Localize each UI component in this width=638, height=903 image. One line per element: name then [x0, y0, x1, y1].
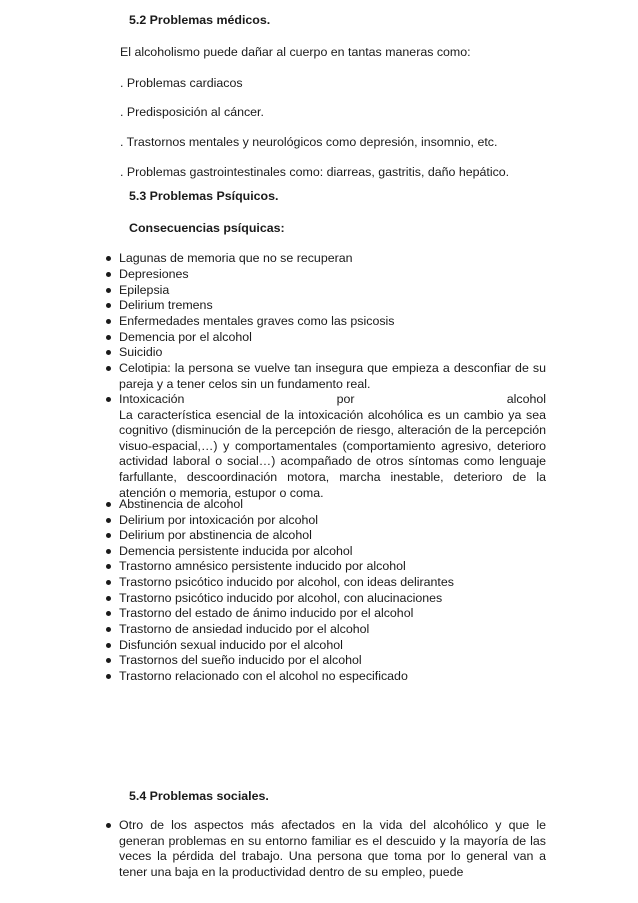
list-item: Delirium por intoxicación por alcohol	[119, 513, 546, 529]
list-item: Epilepsia	[119, 283, 546, 299]
bullet-icon	[106, 272, 111, 277]
list-item: Trastorno relacionado con el alcohol no especificado	[119, 669, 546, 685]
list-item: Enfermedades mentales graves como las psicosis	[119, 314, 546, 330]
bullet-icon	[106, 658, 111, 663]
medical-item: . Problemas cardiacos	[120, 76, 243, 90]
list-item-social: Otro de los aspectos más afectados en la vida del alcohólico y que le generan problemas en su entorno familiar es el descuido y la mayoría de las veces la pérdida del trabajo. Una persona que toma por lo general van a tener una baja en la productividad dentro de su empleo, puede	[119, 818, 546, 880]
medical-item: . Trastornos mentales y neurológicos como depresión, insomnio, etc.	[120, 135, 498, 149]
list-item: Demencia persistente inducida por alcohol	[119, 544, 546, 560]
list-item: Lagunas de memoria que no se recuperan	[119, 251, 546, 267]
bullet-icon	[106, 674, 111, 679]
intoxicacion-title: Intoxicación por alcohol	[119, 392, 546, 406]
bullet-icon	[106, 596, 111, 601]
list-item: Trastornos del sueño inducido por el alcohol	[119, 653, 546, 669]
bullet-icon	[106, 564, 111, 569]
bullet-icon	[106, 397, 111, 402]
list-item: Trastorno amnésico persistente inducido por alcohol	[119, 559, 546, 575]
list-item: Trastorno de ansiedad inducido por el alcohol	[119, 622, 546, 638]
bullet-icon	[106, 303, 111, 308]
bullet-icon	[106, 549, 111, 554]
list-item-intoxicacion	[119, 392, 546, 501]
intoxicacion-body: La característica esencial de la intoxicación alcohólica es un cambio ya sea cognitivo (disminución de la percepción de riesgo, alteración de la percepción visuo-espacial,…) y comportamentales (comportamiento agresivo, deterioro actividad laboral o social…) acompañado de otros síntomas como lenguaje farfullante, descoordinación motora, marcha inestable, deterioro de la atención o memoria, estupor o coma.	[119, 407, 546, 500]
bullet-icon	[106, 518, 111, 523]
bullet-icon	[106, 533, 111, 538]
list-item: Demencia por el alcohol	[119, 330, 546, 346]
medical-intro: El alcoholismo puede dañar al cuerpo en tantas maneras como:	[120, 45, 471, 59]
list-item: Trastorno psicótico inducido por alcohol, con ideas delirantes	[119, 575, 546, 591]
list-item-celotipia: Celotipia: la persona se vuelve tan insegura que empieza a desconfiar de su pareja y a tener celos sin un fundamento real.	[119, 361, 546, 392]
bullet-icon	[106, 288, 111, 293]
bullet-icon	[106, 627, 111, 632]
bullet-icon	[106, 350, 111, 355]
heading-5-4: 5.4 Problemas sociales.	[129, 789, 269, 803]
list-item: Delirium por abstinencia de alcohol	[119, 528, 546, 544]
bullet-icon	[106, 580, 111, 585]
heading-5-3: 5.3 Problemas Psíquicos.	[129, 189, 279, 203]
bullet-icon	[106, 823, 111, 828]
bullet-icon	[106, 366, 111, 371]
list-item: Abstinencia de alcohol	[119, 497, 546, 513]
heading-5-2: 5.2 Problemas médicos.	[129, 13, 271, 27]
bullet-icon	[106, 335, 111, 340]
list-item: Delirium tremens	[119, 298, 546, 314]
bullet-icon	[106, 502, 111, 507]
bullet-icon	[106, 319, 111, 324]
list-item: Depresiones	[119, 267, 546, 283]
bullet-icon	[106, 643, 111, 648]
subheading-consecuencias: Consecuencias psíquicas:	[129, 221, 285, 235]
list-item: Trastorno del estado de ánimo inducido por el alcohol	[119, 606, 546, 622]
list-item: Suicidio	[119, 345, 546, 361]
list-item: Trastorno psicótico inducido por alcohol, con alucinaciones	[119, 591, 546, 607]
medical-item: . Problemas gastrointestinales como: diarreas, gastritis, daño hepático.	[120, 165, 510, 179]
medical-item: . Predisposición al cáncer.	[120, 105, 264, 119]
bullet-icon	[106, 611, 111, 616]
list-item: Disfunción sexual inducido por el alcohol	[119, 638, 546, 654]
bullet-icon	[106, 256, 111, 261]
